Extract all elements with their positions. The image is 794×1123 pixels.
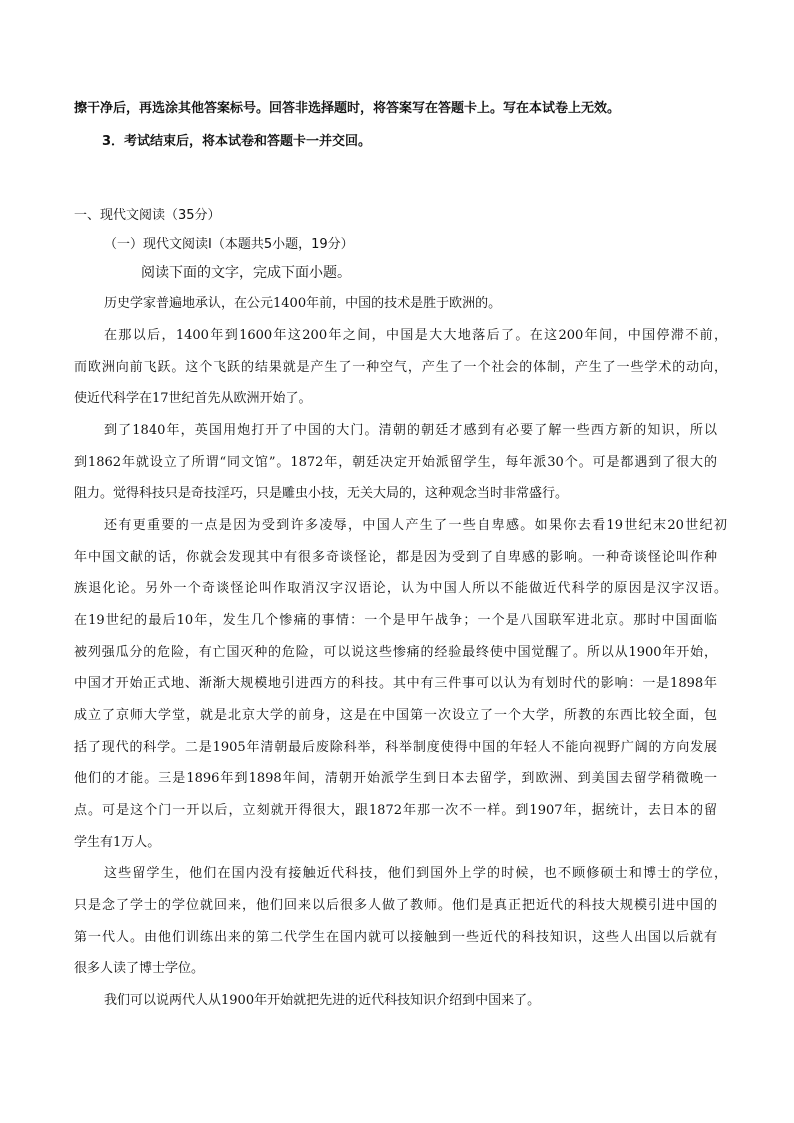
- passage-line: 到1862年就设立了所谓“同文馆”。1872年，朝廷决定开始派留学生，每年派30个。可是都遇到了很大的: [74, 455, 717, 470]
- passage-line: 括了现代的科学。二是1905年清朝最后废除科举，科举制度使得中国的年轻人不能向视野广阔的方向发展: [74, 740, 717, 755]
- instruction-line-2: 3．考试结束后，将本试卷和答题卡一并交回。: [102, 134, 372, 149]
- passage-line: 我们可以说两代人从1900年开始就把先进的近代科技知识介绍到中国来了。: [104, 993, 541, 1008]
- passage-line: 第一代人。由他们训练出来的第二代学生在国内就可以接触到一些近代的科技知识，这些人出国以后就有: [74, 930, 717, 945]
- passage-line: 到了1840年，英国用炮打开了中国的大门。清朝的朝廷才感到有必要了解一些西方新的知识，所以: [104, 423, 717, 438]
- passage-line: 还有更重要的一点是因为受到许多凌辱，中国人产生了一些自卑感。如果你去看19世纪末20世纪初: [104, 518, 727, 533]
- section-subtitle: （一）现代文阅读Ⅰ（本题共5小题，19分）: [104, 237, 354, 252]
- passage-line: 这些留学生，他们在国内没有接触近代科技，他们到国外上学的时候，也不顾修硕士和博士的学位，: [104, 866, 727, 881]
- passage-line: 很多人读了博士学位。: [74, 961, 205, 976]
- passage-line: 年中国文献的话，你就会发现其中有很多奇谈怪论，都是因为受到了自卑感的影响。一种奇谈怪论叫作种: [74, 550, 717, 565]
- passage-line: 学生有1万人。: [74, 835, 161, 850]
- passage-line: 只是念了学士的学位就回来，他们回来以后很多人做了教师。他们是真正把近代的科技大规模引进中国的: [74, 898, 717, 913]
- passage-line: 在19世纪的最后10年，发生几个惨痛的事情：一个是甲午战争；一个是八国联军进北京。那时中国面临: [74, 613, 717, 628]
- passage-line: 阻力。觉得科技只是奇技淫巧，只是雕虫小技，无关大局的，这种观念当时非常盛行。: [74, 486, 569, 501]
- instruction-line-1: 擦干净后，再选涂其他答案标号。回答非选择题时，将答案写在答题卡上。写在本试卷上无效。: [74, 101, 621, 116]
- passage-line: 使近代科学在17世纪首先从欧洲开始了。: [74, 391, 312, 406]
- passage-line: 历史学家普遍地承认，在公元1400年前，中国的技术是胜于欧洲的。: [104, 296, 502, 311]
- section-title: 一、现代文阅读（35分）: [74, 208, 221, 223]
- passage-line: 中国才开始正式地、渐渐大规模地引进西方的科技。其中有三件事可以认为有划时代的影响：一是1898年: [74, 676, 717, 691]
- passage-line: 成立了京师大学堂，就是北京大学的前身，这是在中国第一次设立了一个大学，所教的东西比较全面，包: [74, 708, 717, 723]
- passage-line: 而欧洲向前飞跃。这个飞跃的结果就是产生了一种空气，产生了一个社会的体制，产生了一些学术的动向，: [74, 360, 727, 375]
- reading-instruction: 阅读下面的文字，完成下面小题。: [141, 265, 351, 281]
- passage-line: 他们的才能。三是1896年到1898年间，清朝开始派学生到日本去留学，到欧洲、到美国去留学稍微晚一: [74, 771, 717, 786]
- passage-line: 被列强瓜分的危险，有亡国灭种的危险，可以说这些惨痛的经验最终使中国觉醒了。所以从1900年开始，: [74, 645, 717, 660]
- passage-line: 族退化论。另外一个奇谈怪论叫作取消汉字汉语论，认为中国人所以不能做近代科学的原因是汉字汉语。: [74, 581, 727, 596]
- passage-line: 点。可是这个门一开以后，立刻就开得很大，跟1872年那一次不一样。到1907年，据统计，去日本的留: [74, 803, 717, 818]
- passage-line: 在那以后，1400年到1600年这200年之间，中国是大大地落后了。在这200年间，中国停滞不前，: [104, 328, 727, 343]
